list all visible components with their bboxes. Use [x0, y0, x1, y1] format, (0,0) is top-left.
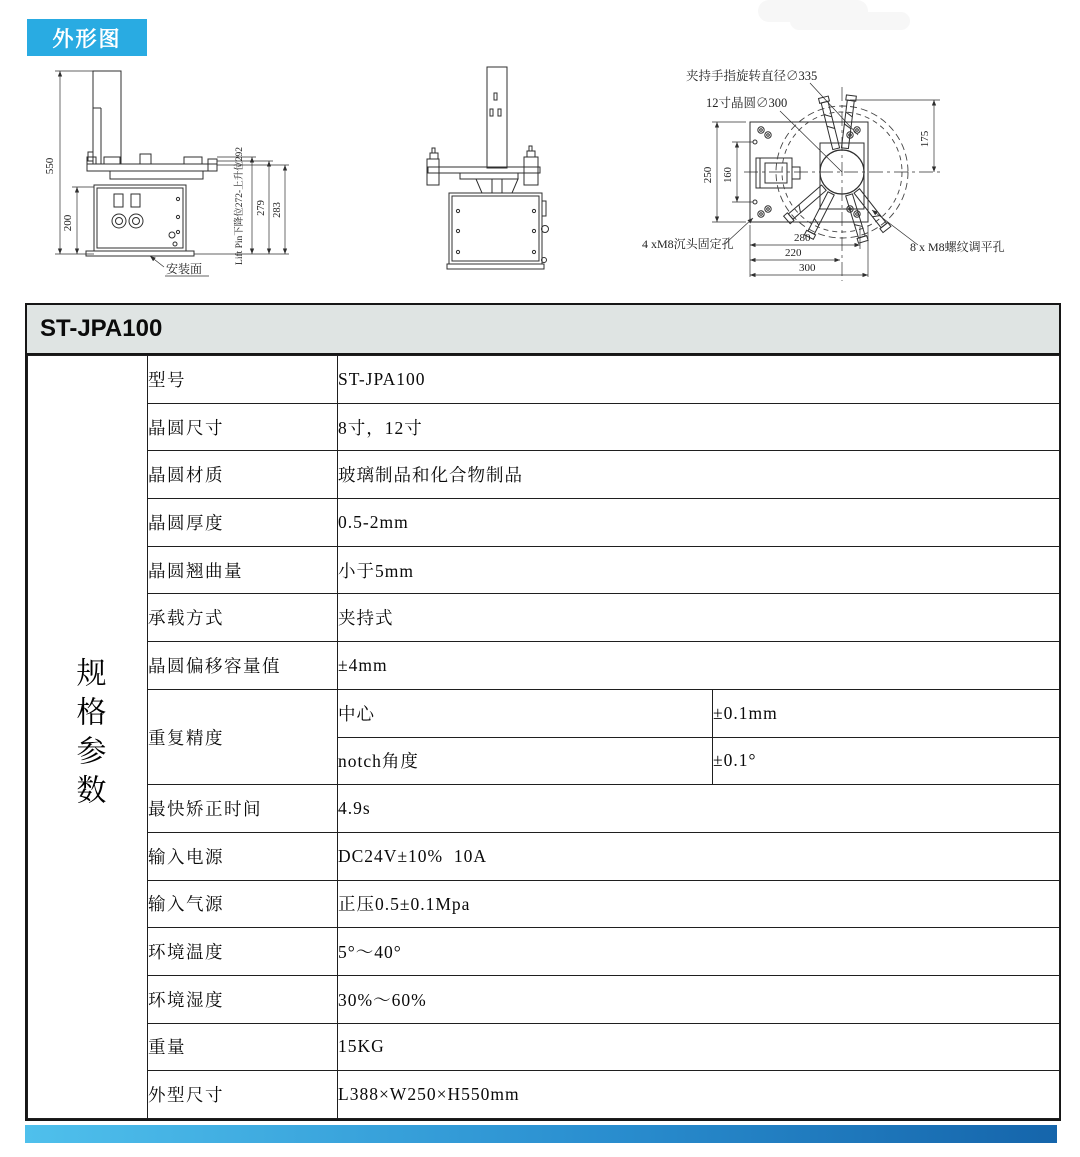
- side-view-drawing: [28, 58, 313, 298]
- spec-value-cell: L388×W250×H550mm: [338, 1071, 1060, 1119]
- dim-300: 300: [799, 262, 816, 274]
- spec-label-cell: 晶圆尺寸: [148, 403, 338, 451]
- spec-subname-cell: 中心: [338, 689, 713, 737]
- spec-value-cell: 小于5mm: [338, 546, 1060, 594]
- spec-label-cell: 承载方式: [148, 594, 338, 642]
- dim-279: 279: [256, 200, 267, 216]
- table-row: [28, 832, 1060, 880]
- table-row: [28, 546, 1060, 594]
- spec-label-cell: 环境温度: [148, 928, 338, 976]
- spec-label-cell: 环境湿度: [148, 975, 338, 1023]
- spec-label-cell: 外型尺寸: [148, 1071, 338, 1119]
- spec-value-cell: 30%～60%: [338, 975, 1060, 1023]
- table-row: [28, 451, 1060, 499]
- leveling-holes-label: 8 x M8螺纹调平孔: [910, 240, 1005, 254]
- spec-table-container: [25, 303, 1061, 1121]
- table-row: [28, 642, 1060, 690]
- dim-220: 220: [785, 247, 802, 259]
- table-row: [28, 975, 1060, 1023]
- table-row: [28, 403, 1060, 451]
- spec-value-cell: DC24V±10% 10A: [338, 832, 1060, 880]
- spec-label-cell: 最快矫正时间: [148, 785, 338, 833]
- table-row: [28, 1023, 1060, 1071]
- spec-value-cell: 15KG: [338, 1023, 1060, 1071]
- table-row: [28, 594, 1060, 642]
- dim-550: 550: [44, 157, 56, 175]
- spec-value-cell: 玻璃制品和化合物制品: [338, 451, 1060, 499]
- table-row: [28, 785, 1060, 833]
- table-row: [28, 356, 1060, 404]
- spec-value-cell: ±0.1mm: [713, 689, 1060, 737]
- dim-200: 200: [62, 214, 74, 232]
- model-title: ST-JPA100: [27, 305, 1059, 355]
- wafer-diameter-label: 12寸晶圆∅300: [706, 96, 788, 110]
- spec-label-cell: 输入气源: [148, 880, 338, 928]
- spec-table: [27, 355, 1060, 1119]
- dim-283: 283: [272, 202, 283, 218]
- footer-gradient-bar: [25, 1125, 1057, 1143]
- spec-value-cell: 正压0.5±0.1Mpa: [338, 880, 1060, 928]
- outline-drawing-badge: 外形图: [27, 19, 147, 56]
- table-row: [28, 499, 1060, 547]
- dim-280: 280: [794, 232, 811, 244]
- section-label: 规格参数: [71, 656, 105, 813]
- spec-label-cell: 重量: [148, 1023, 338, 1071]
- section-label-cell: [28, 356, 148, 1119]
- spec-value-cell: 8寸，12寸: [338, 403, 1060, 451]
- dim-250: 250: [702, 166, 714, 184]
- top-view-drawing: [618, 55, 1080, 300]
- watermark-blob: [790, 12, 910, 30]
- fixing-holes-label: 4 xM8沉头固定孔: [642, 237, 734, 251]
- spec-value-cell: 4.9s: [338, 785, 1060, 833]
- spec-subname-cell: notch角度: [338, 737, 713, 785]
- spec-value-cell: 0.5-2mm: [338, 499, 1060, 547]
- spec-value-cell: ST-JPA100: [338, 356, 1060, 404]
- table-row: [28, 689, 1060, 737]
- spec-value-cell: ±4mm: [338, 642, 1060, 690]
- table-row: [28, 928, 1060, 976]
- spec-label-cell: 晶圆材质: [148, 451, 338, 499]
- table-row: [28, 1071, 1060, 1119]
- spec-value-cell: 5°～40°: [338, 928, 1060, 976]
- spec-value-cell: ±0.1°: [713, 737, 1060, 785]
- spec-label-cell: 输入电源: [148, 832, 338, 880]
- spec-label-cell: 型号: [148, 356, 338, 404]
- dim-160: 160: [723, 167, 734, 183]
- spec-label-cell: 晶圆厚度: [148, 499, 338, 547]
- dim-175: 175: [919, 130, 931, 148]
- spec-label-cell: 重复精度: [148, 689, 338, 784]
- mount-surface-label: 安装面: [166, 262, 203, 276]
- spec-label-cell: 晶圆偏移容量值: [148, 642, 338, 690]
- table-row: [28, 880, 1060, 928]
- finger-diameter-label: 夹持手指旋转直径∅335: [686, 69, 818, 83]
- front-view-drawing: [398, 55, 623, 295]
- spec-label-cell: 晶圆翘曲量: [148, 546, 338, 594]
- lift-pin-note: Lift Pin下降位272-上升位292: [235, 147, 245, 265]
- spec-value-cell: 夹持式: [338, 594, 1060, 642]
